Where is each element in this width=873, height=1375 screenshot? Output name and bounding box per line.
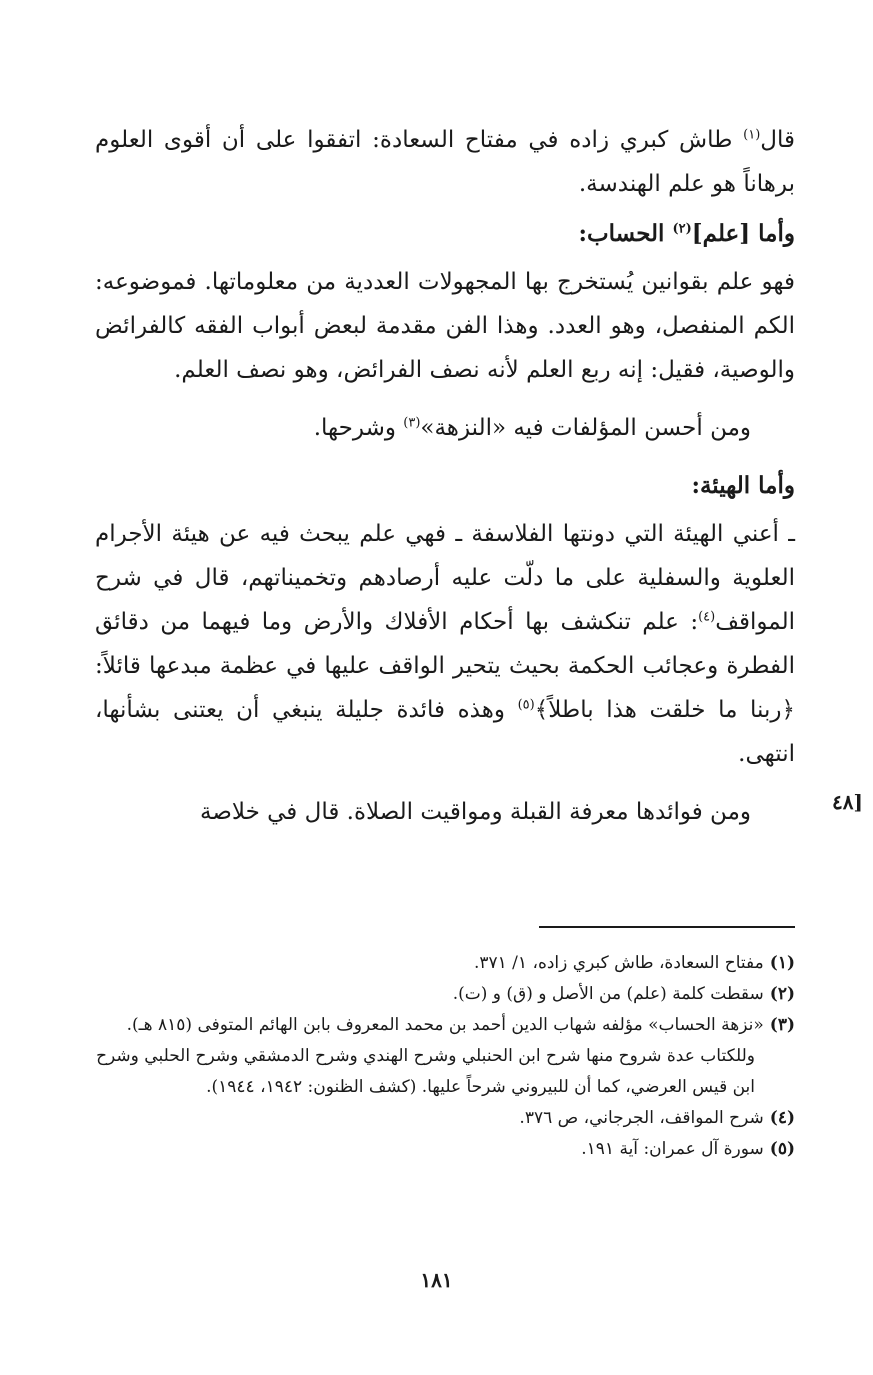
footnote-5 [95,1134,795,1165]
footnote-text: سورة آل عمران: آية ١٩١. [581,1139,764,1159]
paragraph-text: طاش كبري زاده في مفتاح السعادة: اتفقوا على أن أقوى العلوم برهاناً هو علم الهندسة. [95,127,795,197]
heading-hisab [95,212,795,256]
paragraph-text: ومن أحسن المؤلفات فيه «النزهة» [420,415,751,441]
footnote-ref-4: (٤) [698,609,716,625]
footnote-2 [95,979,795,1010]
paragraph-2: فهو علم بقوانين يُستخرج بها المجهولات العددية من معلوماتها. فموضوعه: الكم المنفصل، وهو العدد. وهذا الفن مقدمة لبعض أبواب الفقه كالفرائض والوصية، فقيل: إنه ربع العلم لأنه نصف الفرائض، وهو نصف العلم. [95,269,795,383]
footnote-1 [95,948,795,979]
heading-hayah: وأما الهيئة: [691,472,795,499]
page-number: ١٨١ [420,1268,453,1292]
footnote-number: (٤) [769,1108,795,1128]
footnote-number: (٥) [769,1139,795,1159]
heading-text: الحساب: [578,220,673,247]
footnote-text: شرح المواقف، الجرجاني، ص ٣٧٦. [519,1108,764,1128]
footnote-ref-2: (٢) [672,221,692,237]
main-text [95,118,795,834]
footnote-text: «نزهة الحساب» مؤلفه شهاب الدين أحمد بن محمد المعروف بابن الهائم المتوفى (٨١٥ هـ). [126,1015,764,1035]
footnote-number: (٢) [769,984,795,1004]
paragraph-5: ومن فوائدها معرفة القبلة ومواقيت الصلاة. قال في خلاصة [200,799,751,825]
heading-text: وأما [علم] [691,220,795,247]
footnotes [95,948,795,1165]
paragraph-text: ـ أعني الهيئة التي دونتها الفلاسفة ـ فهي علم يبحث فيه عن هيئة الأجرام العلوية والسفلية على ما دلّت عليه أرصادهم وتخميناتهم، قال في شرح المواقف [95,521,795,635]
footnote-4 [95,1103,795,1134]
footnote-text: سقطت كلمة (علم) من الأصل و (ق) و (ت). [452,984,764,1004]
footnote-number: (٣) [769,1015,795,1035]
paragraph-text: وشرحها. [313,415,404,441]
paragraph-text: : علم تنكشف بها أحكام الأفلاك والأرض وما فيهما من دقائق الفطرة وعجائب الحكمة بحيث يتحير الواقف عليها في عظمة مبدعها قائلاً: ﴿ربنا ما خلقت هذا باطلاً﴾ [95,609,795,723]
footnote-ref-1: (١) [743,127,761,143]
paragraph-text: وهذه فائدة جليلة ينبغي أن يعتنى بشأنها، انتهى. [95,697,795,767]
margin-folio-note: [٤٨ [832,790,863,814]
footnote-3-continuation: وللكتاب عدة شروح منها شرح ابن الحنبلي وشرح الهندي وشرح الدمشقي وشرح الحلبي وشرح ابن قيس العرضي، كما أن للبيروني شرحاً عليها. (كشف الظنون: ١٩٤٢، ١٩٤٤). [96,1046,755,1097]
footnote-ref-3: (٣) [403,415,421,431]
paragraph-1 [95,118,795,206]
paragraph-text: قال [760,127,795,153]
footnote-separator [539,926,795,928]
paragraph-3 [95,406,795,450]
footnote-number: (١) [769,953,795,973]
footnote-3 [95,1010,795,1041]
paragraph-4 [95,512,795,776]
footnote-ref-5: (٥) [517,697,535,713]
footnote-text: مفتاح السعادة، طاش كبري زاده، ١/ ٣٧١. [473,953,764,973]
